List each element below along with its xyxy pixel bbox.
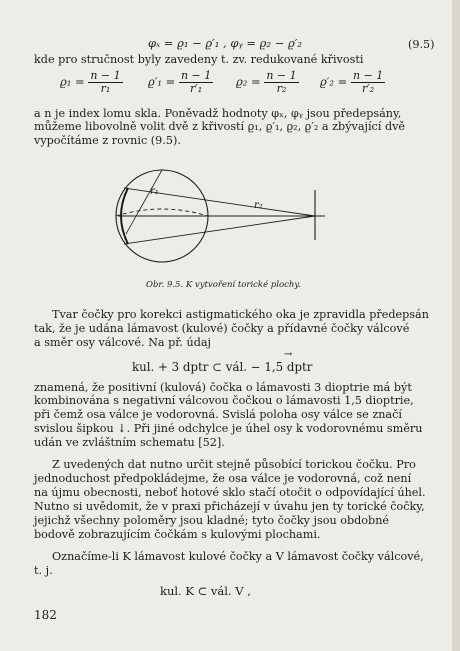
text-line: znamená, že positivní (kulová) čočka o lámavosti 3 dioptrie má být <box>34 381 412 394</box>
text-line: a n je index lomu skla. Poněvadž hodnoty φₓ, φᵧ jsou předepsány, <box>34 107 402 120</box>
equation-number: (9.5) <box>408 38 435 51</box>
fraction-rho1 <box>60 70 123 95</box>
text-line: vypočítáme z rovnic (9.5). <box>34 134 181 147</box>
text-line: kde pro stručnost byly zavedeny t. zv. redukované křivosti <box>34 53 364 66</box>
equation-9-5-body: φₓ = ϱ₁ − ϱ′₁ , φᵧ = ϱ₂ − ϱ′₂ <box>148 36 302 50</box>
fraction-lhs: ϱ₁ = <box>60 74 85 89</box>
fraction <box>351 70 385 95</box>
overline-arrow: → <box>284 349 293 360</box>
fraction-denominator: r₁ <box>100 82 111 95</box>
fraction-lhs: ϱ′₁ = <box>148 74 176 89</box>
figure-caption: Obr. 9.5. K vytvoření torické plochy. <box>146 280 301 290</box>
text-line: a směr osy válcové. Na př. údaj <box>34 336 211 349</box>
equation-9-5 <box>148 36 302 50</box>
fraction-denominator: r′₁ <box>190 82 203 95</box>
ray-lower <box>124 216 315 244</box>
fraction-rho2 <box>236 70 299 95</box>
text-line: bodově zobrazujícím čočkám s kulovými plochami. <box>34 528 321 541</box>
text-line: Tvar čočky pro korekci astigmatického oka je zpravidla předepsán <box>52 308 429 321</box>
fraction-lhs: ϱ′₂ = <box>320 74 348 89</box>
fraction-numerator: n − 1 <box>90 69 121 82</box>
page-edge-shadow <box>452 0 460 651</box>
label-r1: r₁ <box>150 186 159 197</box>
formula-kul <box>132 360 312 374</box>
text-line: svislou šipkou ↓. Při jiné odchylce je úhel osy k vodorovnému směru <box>34 422 423 435</box>
fraction-rho1-prime <box>148 70 213 95</box>
dashed-arc <box>116 209 208 216</box>
fraction-numerator: n − 1 <box>266 69 297 82</box>
fraction-numerator: n − 1 <box>352 69 384 82</box>
formula-kul-text: kul. + 3 dptr ⊂ vál. − 1,5 dptr <box>132 360 313 374</box>
fraction <box>88 70 122 95</box>
toric-surface-figure <box>110 168 342 276</box>
text-line: jejichž všechny poloměry jsou kladné; tyto čočky jsou obdobné <box>34 514 390 527</box>
text-line: tak, že je udána lámavost (kulové) čočky a přídavné čočky válcové <box>34 322 410 335</box>
text-line: t. j. <box>34 564 53 577</box>
fraction-denominator: r′₂ <box>362 82 375 95</box>
text-line: Nutno si uvědomit, že v praxi přicházejí v úvahu jen ty torické čočky, <box>34 500 425 513</box>
page-number: 182 <box>34 608 57 622</box>
text-line: můžeme libovolně volit dvě z křivostí ϱ₁, ϱ′₁, ϱ₂, ϱ′₂ a zbývající dvě <box>34 120 406 133</box>
radius-r1-line <box>126 170 162 234</box>
text-line: Označíme-li K lámavost kulové čočky a V lámavost čočky válcové, <box>52 550 424 563</box>
fraction-denominator: r₂ <box>276 82 287 95</box>
text-line: kombinována s negativní válcovou čočkou o lámavosti 1,5 dioptrie, <box>34 394 414 407</box>
fraction-rho2-prime <box>320 70 385 95</box>
text-line: na újmu obecnosti, neboť hotové sklo stačí otočit o odpovídající úhel. <box>34 486 426 499</box>
fraction-numerator: n − 1 <box>180 69 212 82</box>
label-r2: r₂ <box>254 200 263 211</box>
fraction <box>179 70 213 95</box>
text-line: při čemž osa válce je vodorovná. Svislá poloha osy válce se značí <box>34 408 402 421</box>
text-line: Z uvedených dat nutno určit stejně působící torickou čočku. Pro <box>52 458 416 471</box>
formula-last: kul. K ⊂ vál. V , <box>160 584 251 598</box>
text-line: udán ve zvláštním schematu [52]. <box>34 436 225 449</box>
fraction-lhs: ϱ₂ = <box>236 74 261 89</box>
fraction <box>264 70 298 95</box>
text-line: jednoduchost předpokládejme, že osa válce je vodorovná, což není <box>34 472 412 485</box>
